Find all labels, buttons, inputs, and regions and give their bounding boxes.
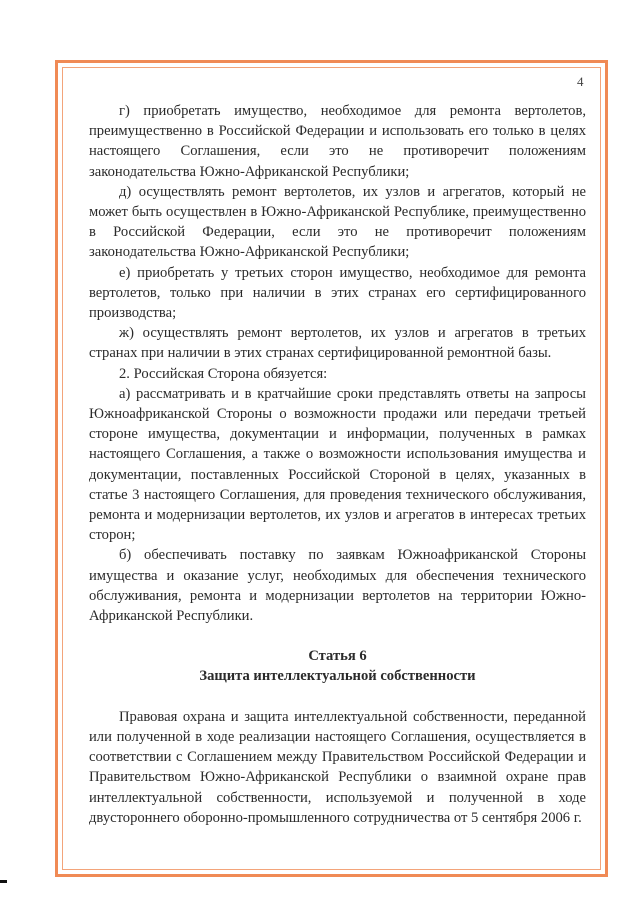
page-number: 4 [577,74,584,89]
paragraph-d: д) осуществлять ремонт вертолетов, их узлов и агрегатов, который не может быть осуществлен в Южно-Африканской Республике, преимущественно в Российской Федерации, если это не противоречит положениям законодательства Южно-Африканской Республики; [89,183,586,261]
paragraph-clause-2: 2. Российская Сторона обязуется: [119,365,328,382]
article-title: Защита интеллектуальной собственности [199,668,476,685]
spacer [89,687,586,707]
document-body [89,101,586,828]
article-number: Статья 6 [308,648,367,665]
paragraph-b: б) обеспечивать поставку по заявкам Южноафриканской Стороны имущества и оказание услуг, необходимых для обеспечения технического обслуживания, ремонта и модернизации вертолетов на территории Южно-Африканской Республики. [89,547,586,625]
paragraph-zh: ж) осуществлять ремонт вертолетов, их узлов и агрегатов в третьих странах при наличии в этих странах сертифицированной ремонтной базы. [89,325,586,362]
article-paragraph: Правовая охрана и защита интеллектуальной собственности, переданной или полученной в ходе реализации настоящего Соглашения, осуществляется в соответствии с Соглашением между Правительством Российской Федерации и Правительством Южно-Африканской Республики о взаимной охране прав интеллектуальной собственности, используемой и полученной в ходе двустороннего оборонно-промышленного сотрудничества от 5 сентября 2006 г. [89,708,586,826]
paragraph-a: а) рассматривать и в кратчайшие сроки представлять ответы на запросы Южноафриканской Стороны о возможности продажи или передачи третьей стороне имущества, документации и информации, полученных в рамках настоящего Соглашения, а также о возможности использования имущества и документации, поставленных Российской Стороной в целях, указанных в статье 3 настоящего Соглашения, для проведения технического обслуживания, ремонта и модернизации вертолетов, их узлов и агрегатов в интересах третьих сторон; [89,385,586,544]
paragraph-g: г) приобретать имущество, необходимое для ремонта вертолетов, преимущественно в Российской Федерации и использовать его только в целях настоящего Соглашения, если это не противоречит положениям законодательства Южно-Африканской Республики; [89,103,586,180]
paragraph-e: е) приобретать у третьих сторон имущество, необходимое для ремонта вертолетов, только при наличии в этих странах его сертифицированного производства; [89,264,586,322]
scan-mark [0,880,7,883]
